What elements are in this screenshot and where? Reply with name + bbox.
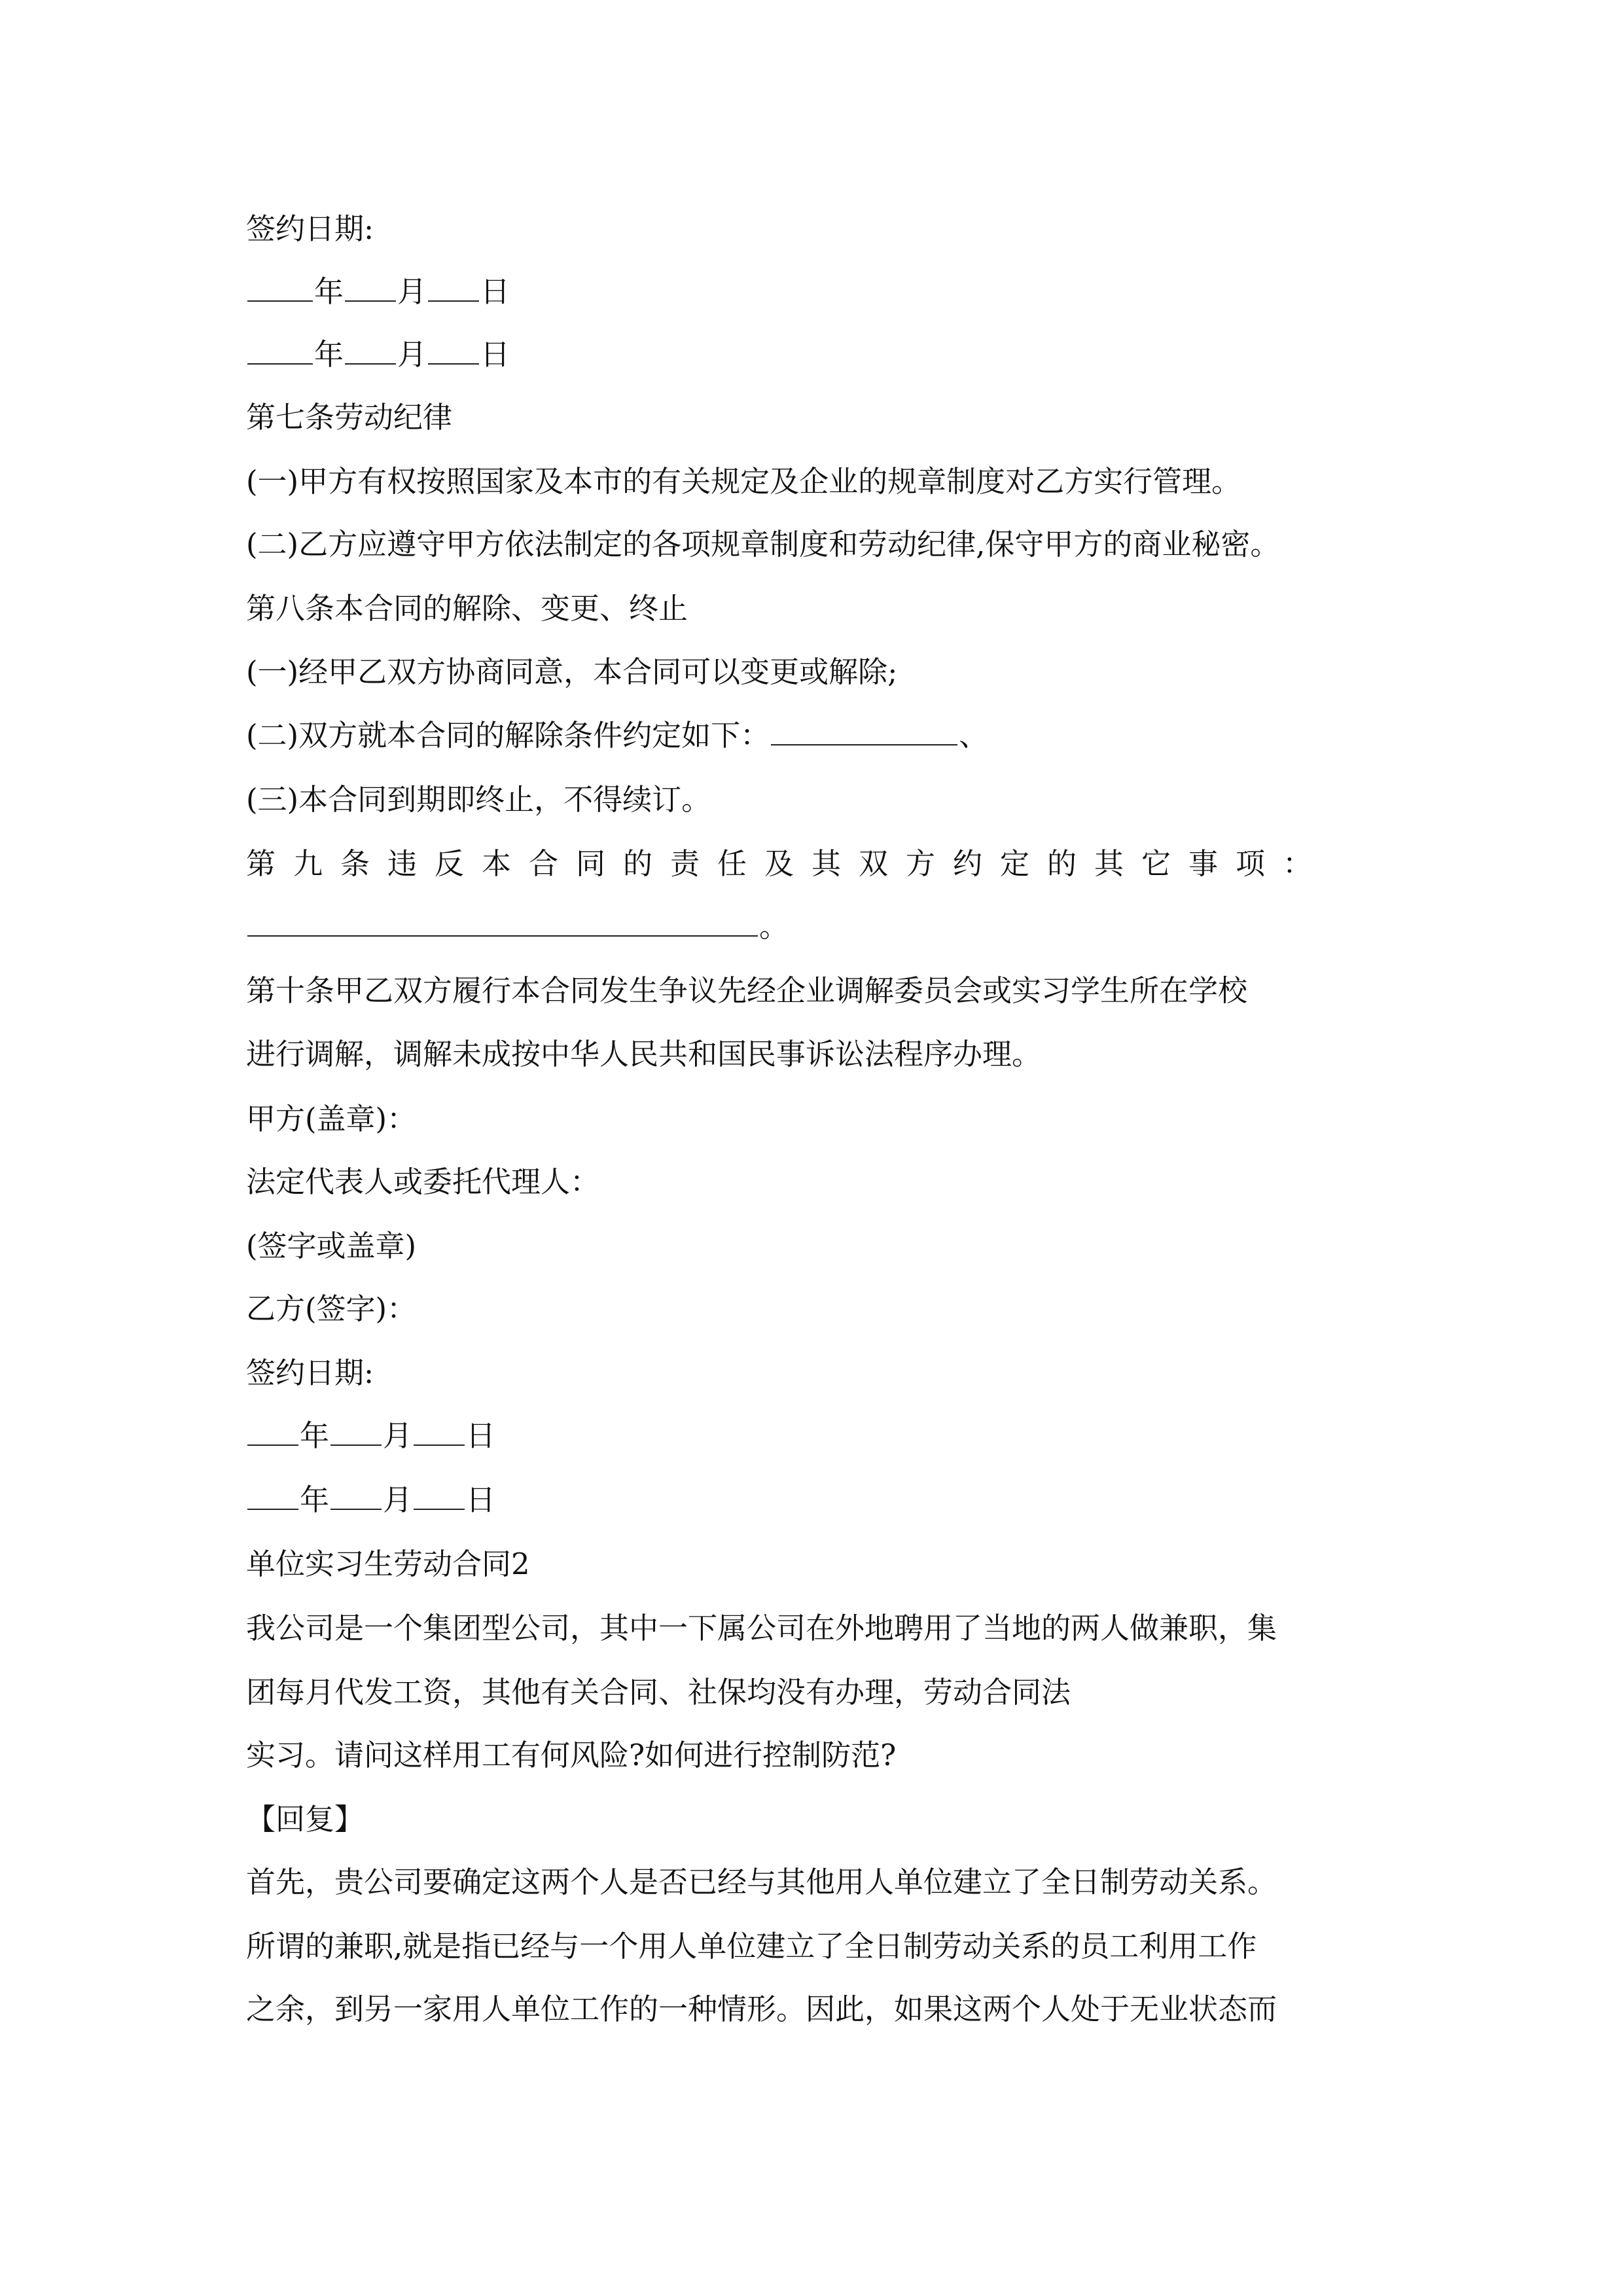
article-10-line-2: 进行调解，调解未成按中华人民共和国民事诉讼法程序办理。: [246, 1037, 1042, 1071]
sign-or-seal: (签字或盖章): [246, 1229, 417, 1263]
day-label: 日: [466, 1418, 496, 1453]
legal-representative: 法定代表人或委托代理人：: [246, 1164, 600, 1199]
blank-termination-conditions: [771, 718, 957, 745]
contract-2-title: 单位实习生劳动合同2: [246, 1547, 530, 1581]
answer-line-1: 首先，贵公司要确定这两个人是否已经与其他用人单位建立了全日制劳动关系。: [246, 1865, 1277, 1899]
answer-line-2: 所谓的兼职,就是指已经与一个用人单位建立了全日制劳动关系的员工利用工作: [246, 1929, 1257, 1964]
year-label: 年: [300, 1482, 330, 1517]
article-9-end: 。: [759, 909, 789, 944]
article-9-title: 第九条违反本合同的责任及其双方约定的其它事项：: [246, 846, 1330, 881]
answer-line-3: 之余，到另一家用人单位工作的一种情形。因此，如果这两个人处于无业状态而: [246, 1992, 1277, 2026]
blank-year: [247, 1418, 298, 1446]
article-8-item-3: (三)本合同到期即终止，不得续订。: [246, 782, 711, 817]
date-row-1: [246, 272, 1385, 312]
year-label: 年: [300, 1418, 330, 1453]
month-label: 月: [383, 1482, 413, 1517]
year-label: 年: [314, 337, 344, 372]
question-line-2: 团每月代发工资，其他有关合同、社保均没有办理，劳动合同法: [246, 1675, 1071, 1710]
blank-other-matters: [247, 909, 758, 937]
blank-year: [247, 337, 313, 365]
party-a-seal: 甲方(盖章)：: [246, 1102, 417, 1136]
blank-month: [345, 337, 396, 365]
question-line-3: 实习。请问这样用工有何风险?如何进行控制防范?: [246, 1738, 897, 1772]
blank-day: [414, 1418, 465, 1446]
blank-month: [330, 1418, 382, 1446]
day-label: 日: [466, 1482, 496, 1517]
article-7-title: 第七条劳动纪律: [246, 400, 453, 435]
article-7-item-2: (二)乙方应遵守甲方依法制定的各项规章制度和劳动纪律,保守甲方的商业秘密。: [246, 527, 1280, 562]
day-label: 日: [480, 337, 510, 372]
date-row-3: [246, 1416, 1385, 1456]
date-row-2: [246, 335, 1385, 374]
blank-month: [330, 1482, 382, 1510]
article-9-blank-line: [246, 907, 1385, 946]
day-label: 日: [480, 274, 510, 309]
article-8-item-2-text: (二)双方就本合同的解除条件约定如下：: [246, 718, 770, 753]
blank-month: [345, 274, 396, 302]
year-label: 年: [314, 274, 344, 309]
article-8-item-1: (一)经甲乙双方协商同意，本合同可以变更或解除;: [246, 655, 898, 689]
question-line-1: 我公司是一个集团型公司，其中一下属公司在外地聘用了当地的两人做兼职，集: [246, 1611, 1277, 1645]
month-label: 月: [383, 1418, 413, 1453]
blank-year: [247, 1482, 298, 1510]
reply-label: 【回复】: [246, 1802, 365, 1837]
month-label: 月: [397, 274, 427, 309]
article-10-line-1: 第十条甲乙双方履行本合同发生争议先经企业调解委员会或实习学生所在学校: [246, 973, 1248, 1008]
article-8-item-2: [246, 716, 1385, 755]
article-7-item-1: (一)甲方有权按照国家及本市的有关规定及企业的规章制度对乙方实行管理。: [246, 464, 1241, 499]
sign-date-label-2: 签约日期:: [246, 1355, 374, 1390]
month-label: 月: [397, 337, 427, 372]
party-b-signature: 乙方(签字)：: [246, 1291, 417, 1326]
date-row-4: [246, 1480, 1385, 1520]
blank-day: [414, 1482, 465, 1510]
article-8-item-2-suffix: 、: [959, 718, 989, 753]
article-8-title: 第八条本合同的解除、变更、终止: [246, 591, 688, 626]
blank-year: [247, 274, 313, 302]
blank-day: [428, 337, 479, 365]
sign-date-label-1: 签约日期:: [246, 211, 374, 246]
blank-day: [428, 274, 479, 302]
